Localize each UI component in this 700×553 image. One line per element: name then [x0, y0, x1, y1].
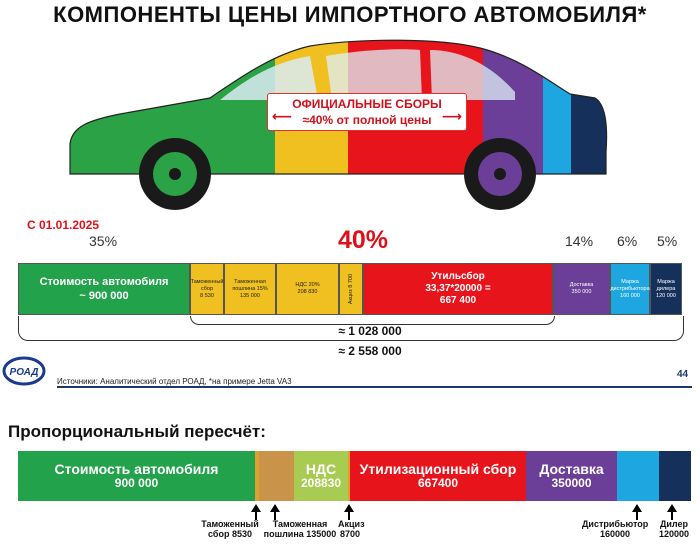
percent-dealer: 5% — [657, 233, 678, 249]
callout-title: ОФИЦИАЛЬНЫЕ СБОРЫ — [292, 97, 442, 111]
bar2-vat-label: НДС — [305, 461, 337, 477]
bar1-dealer-value: 120 000 — [656, 292, 676, 299]
official-fees-callout — [267, 93, 467, 131]
bar1-customs-duty — [224, 263, 276, 315]
bar1-distributor — [610, 263, 650, 315]
bar1-customs-duty-value: 135 000 — [240, 292, 260, 299]
bar1-excise-text — [348, 274, 355, 304]
bar1-delivery-value: 350 000 — [571, 289, 592, 295]
label-customs-fee-name: Таможенный — [201, 519, 259, 529]
bar1-car — [18, 263, 190, 315]
bar2-dealer — [659, 451, 691, 501]
label-excise-value: 8700 — [339, 529, 361, 539]
label-dealer-value: 120000 — [658, 529, 690, 539]
bar2-util-value: 667400 — [417, 476, 459, 490]
bar1-excise — [339, 263, 363, 315]
bar2-car-value: 900 000 — [114, 476, 159, 490]
bar2-delivery — [526, 451, 617, 501]
callout-subtitle: ≈40% от полной цены — [302, 113, 432, 127]
percent-distributor: 6% — [617, 233, 638, 249]
label-dealer-name: Дилер — [659, 519, 689, 529]
label-customs-duty-name: Таможенная — [272, 519, 328, 529]
label-distributor-name: Дистрибьютор — [582, 519, 649, 529]
bar1-excise-value: 8 700 — [347, 273, 354, 288]
bar1-util-label: Утильсбор — [431, 271, 485, 282]
bar1-distributor-label: Маржа дистрибьютора — [610, 278, 650, 292]
bar1-distributor-value: 160 000 — [620, 292, 640, 299]
label-distributor — [582, 519, 648, 539]
arrow-right-icon: ⟶ — [441, 108, 462, 124]
bar2-vat-value: 208830 — [300, 476, 342, 490]
bar2-customs-duty — [259, 451, 294, 501]
label-distributor-value: 160000 — [599, 529, 631, 539]
bar1-vat — [276, 263, 339, 315]
bar1-vat-label: НДС 20% — [295, 282, 320, 288]
bar1-customs-fee-label: Таможенный сбор — [190, 278, 224, 292]
label-customs-fee-value: сбор 8530 — [208, 529, 252, 539]
source-note: Источники: Аналитический отдел РОАД, *на примере Jetta VA3 — [57, 377, 292, 386]
bar1-customs-duty-label: Таможенная пошлина 15% — [232, 278, 268, 292]
car-navy-section — [571, 34, 611, 214]
car-cyan-section — [543, 34, 571, 214]
bar1-dealer — [650, 263, 682, 315]
bar2-delivery-label: Доставка — [539, 461, 604, 477]
label-excise — [338, 519, 365, 539]
bar2-car-label: Стоимость автомобиля — [54, 461, 219, 477]
percent-delivery: 14% — [565, 233, 594, 249]
percent-car: 35% — [89, 233, 118, 249]
bar2-car — [18, 451, 255, 501]
percent-fees: 40% — [338, 226, 389, 254]
bar1-vat-value: 208 830 — [297, 289, 318, 295]
bar1-dealer-label: Маржа дилера — [656, 278, 676, 292]
label-excise-name: Акциз — [338, 519, 365, 529]
bar2-vat — [294, 451, 348, 501]
bar1-util-value: 667 400 — [439, 295, 477, 306]
bar1-customs-fee-value: 8 530 — [200, 292, 214, 299]
bar1-customs-fee — [190, 263, 224, 315]
logo-text: РОАД — [9, 367, 39, 378]
page-number: 44 — [677, 369, 689, 380]
bar1-car-label: Стоимость автомобиля — [39, 276, 169, 288]
road-logo-icon — [2, 356, 46, 386]
since-date: С 01.01.2025 — [27, 218, 100, 232]
label-dealer — [654, 519, 694, 539]
label-customs-duty-value: пошлина 135000 — [263, 529, 337, 539]
source-divider — [57, 386, 692, 388]
section2-title: Пропорциональный пересчёт: — [8, 422, 266, 441]
grand-total: ≈ 2 558 000 — [338, 344, 402, 358]
label-customs-fee — [200, 519, 260, 539]
bar1-delivery — [553, 263, 610, 315]
bar1-util-formula: 33,37*20000 = — [425, 283, 491, 294]
bar2-util — [350, 451, 526, 501]
label-customs-duty — [262, 519, 338, 539]
total-brace — [18, 316, 684, 341]
fees-subtotal: ≈ 1 028 000 — [338, 324, 402, 338]
arrow-left-icon: ⟵ — [272, 108, 293, 124]
bar2-distributor — [617, 451, 659, 501]
bar2-delivery-value: 350000 — [551, 476, 592, 490]
bar2-util-label: Утилизационный сбор — [359, 461, 517, 477]
bar1-delivery-label: Доставка — [569, 282, 594, 288]
bar1-excise-label: Акциз — [347, 289, 354, 305]
page-title: КОМПОНЕНТЫ ЦЕНЫ ИМПОРТНОГО АВТОМОБИЛЯ* — [53, 2, 647, 27]
bar1-util — [363, 263, 553, 315]
bar1-car-value: ~ 900 000 — [79, 290, 129, 302]
